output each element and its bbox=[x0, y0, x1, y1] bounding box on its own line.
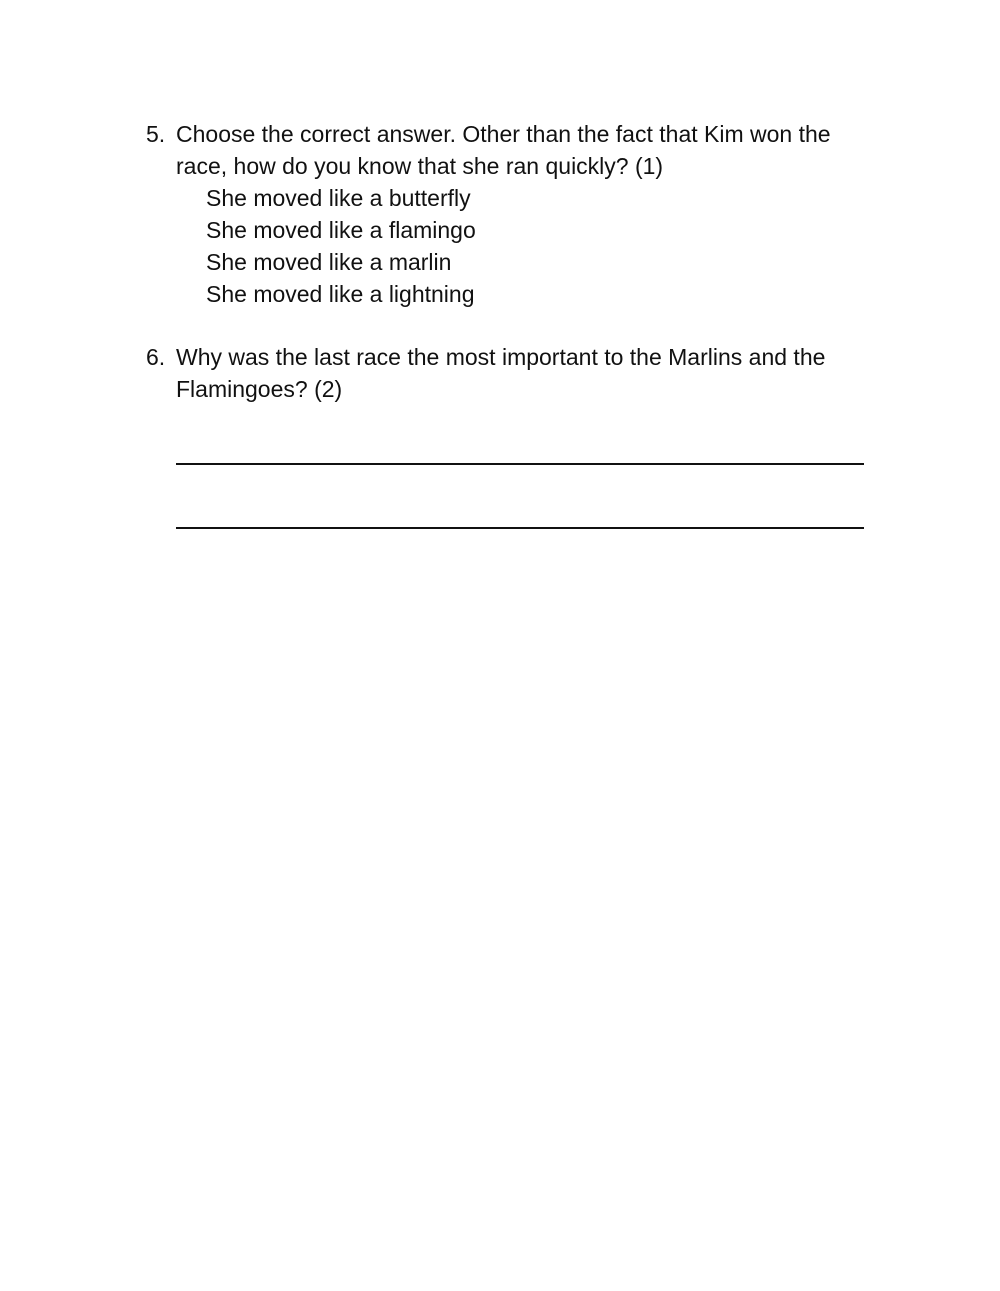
question-6-prompt bbox=[146, 341, 886, 405]
option-flamingo[interactable]: She moved like a flamingo bbox=[206, 217, 476, 243]
question-5-options bbox=[206, 182, 886, 310]
option-lightning[interactable]: She moved like a lightning bbox=[206, 281, 475, 307]
question-5 bbox=[146, 118, 886, 310]
answer-line-1[interactable] bbox=[176, 463, 864, 465]
option-butterfly[interactable]: She moved like a butterfly bbox=[206, 185, 471, 211]
question-6 bbox=[146, 341, 886, 405]
question-6-text: Why was the last race the most important to the Marlins and the Flamingoes? (2) bbox=[176, 344, 826, 402]
question-5-number: 5. bbox=[146, 121, 166, 147]
answer-line-2[interactable] bbox=[176, 527, 864, 529]
question-6-number: 6. bbox=[146, 344, 166, 370]
option-marlin[interactable]: She moved like a marlin bbox=[206, 249, 452, 275]
question-5-text: Choose the correct answer. Other than the fact that Kim won the race, how do you know that she ran quickly? (1) bbox=[176, 121, 831, 179]
question-5-prompt bbox=[146, 118, 886, 182]
